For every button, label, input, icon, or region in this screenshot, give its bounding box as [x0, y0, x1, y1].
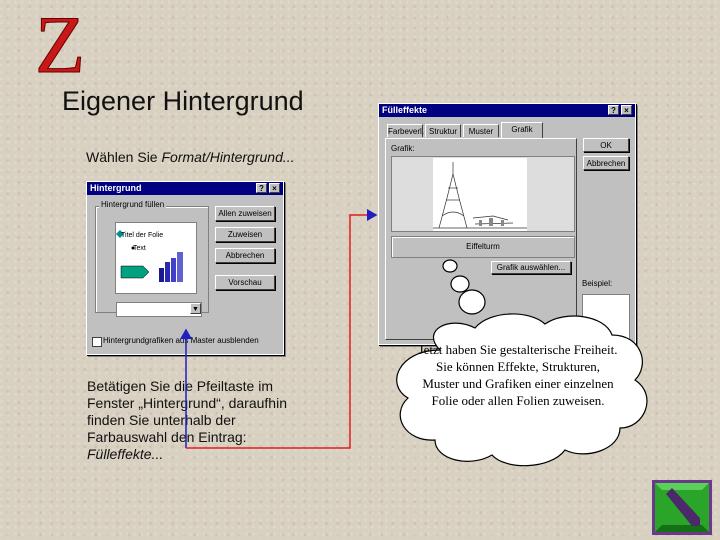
- z-logo: [34, 0, 86, 90]
- close-button[interactable]: ×: [269, 183, 280, 193]
- apply-button[interactable]: Zuweisen: [215, 227, 275, 242]
- dropdown-arrow-icon[interactable]: ▼: [190, 303, 201, 314]
- next-slide-button[interactable]: [652, 480, 712, 535]
- fuelleffekte-title: Fülleffekte: [382, 105, 428, 115]
- tab-grafik[interactable]: Grafik: [501, 122, 543, 138]
- logo-letter: Z: [34, 0, 86, 90]
- preview-text: Text: [133, 245, 146, 252]
- fuelleffekte-titlebar: [379, 104, 635, 117]
- example-label: Beispiel:: [582, 279, 613, 288]
- bar-icon: [177, 252, 183, 282]
- fill-color-dropdown[interactable]: [116, 302, 202, 317]
- select-graphic-button[interactable]: Grafik auswählen...: [491, 261, 571, 274]
- image-name: Eiffelturm: [391, 236, 575, 258]
- instruction-2: Betätigen Sie die Pfeiltaste im Fenster „Hintergrund“, daraufhin finden Sie unterhalb der Farbauswahl den Eintrag: Fülleffekte...: [87, 378, 287, 462]
- cancel-button[interactable]: Abbrechen: [215, 248, 275, 263]
- eiffel-tower-icon: [433, 158, 527, 231]
- image-preview: [433, 158, 527, 231]
- menu-entry: Fülleffekte...: [87, 446, 164, 462]
- slide-title: Eigener Hintergrund: [62, 86, 304, 116]
- tab-muster[interactable]: Muster: [463, 124, 499, 137]
- bar-icon: [165, 262, 170, 282]
- hintergrund-titlebar: [87, 182, 283, 195]
- cancel-button[interactable]: Abbrechen: [583, 156, 629, 170]
- grafik-label: Grafik:: [391, 144, 415, 153]
- tab-farbverlauf[interactable]: Farbeverl.: [387, 124, 423, 137]
- apply-all-button[interactable]: Allen zuweisen: [215, 206, 275, 221]
- help-button[interactable]: ?: [256, 183, 267, 193]
- hide-master-graphics-label: Hintergrundgrafiken aus Master ausblenden: [103, 336, 259, 345]
- menu-path: Format/Hintergrund...: [161, 149, 295, 165]
- arrow-shape-icon: [121, 266, 149, 278]
- fuelleffekte-dialog: [378, 103, 636, 345]
- preview-title: Titel der Folie: [121, 232, 164, 239]
- hintergrund-title: Hintergrund: [90, 183, 142, 193]
- tab-struktur[interactable]: Struktur: [425, 124, 461, 137]
- help-button[interactable]: ?: [608, 105, 619, 115]
- ok-button[interactable]: OK: [583, 138, 629, 152]
- close-button[interactable]: ×: [621, 105, 632, 115]
- hide-master-graphics-checkbox[interactable]: [92, 337, 102, 347]
- preview-button[interactable]: Vorschau: [215, 275, 275, 290]
- instruction-1: Wählen Sie Format/Hintergrund...: [86, 149, 295, 165]
- fill-group-label: Hintergrund füllen: [101, 200, 165, 209]
- bar-icon: [171, 258, 176, 282]
- callout-text: Jetzt haben Sie gestalterische Freiheit. Sie können Effekte, Strukturen, Muster und Grafiken einer einzelnen Folie oder allen Folien zuweisen.: [418, 342, 618, 408]
- hintergrund-dialog: [86, 181, 284, 355]
- bar-icon: [159, 268, 164, 282]
